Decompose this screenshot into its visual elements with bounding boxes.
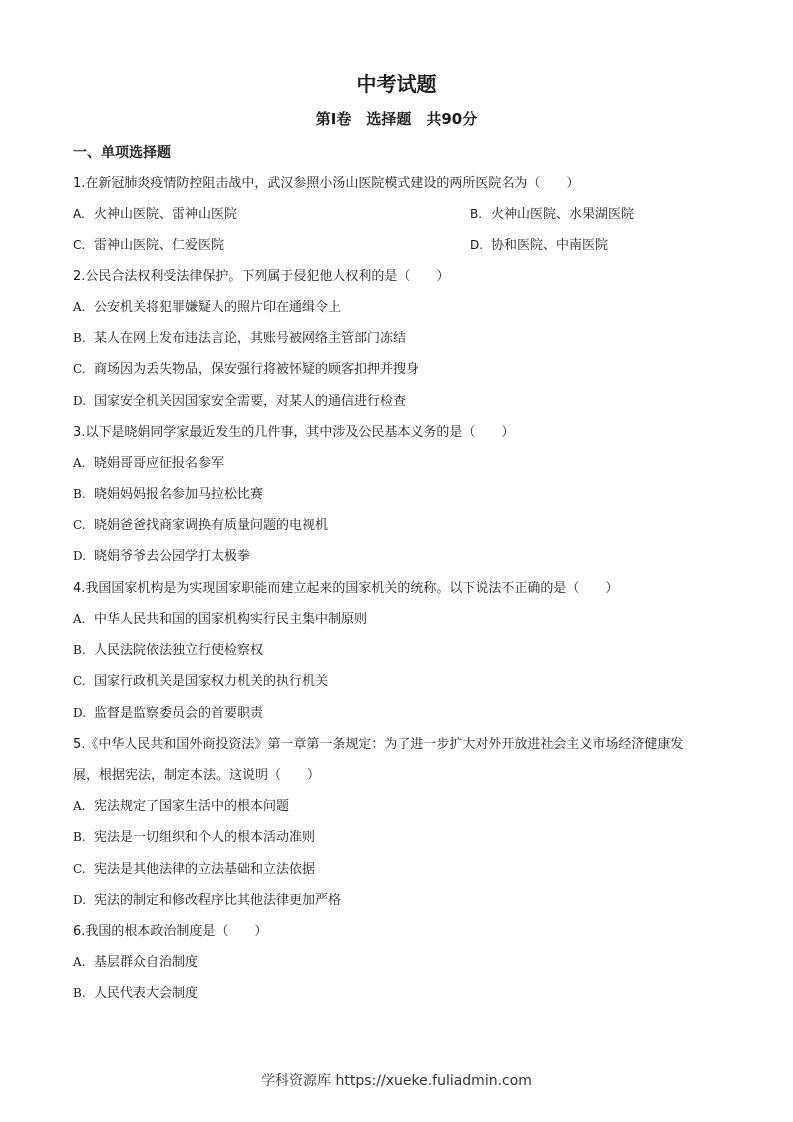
option-a [73,452,723,471]
question-text: 我国国家机构是为实现国家职能而建立起来的国家机关的统称。以下说法不正确的是（ ） [85,581,619,596]
option-a [73,608,723,627]
option-b [470,203,634,222]
option-label: A. [73,207,85,221]
option-a [73,795,723,814]
question-number: 5. [73,737,86,752]
option-text: 宪法是一切组织和个人的根本活动准则 [94,830,316,845]
section-heading: 一、单项选择题 [73,145,171,161]
option-d [470,234,608,253]
option-label: B. [73,986,86,1000]
question-2 [73,265,723,284]
question-text: 展，根据宪法，制定本法。这说明（ ） [73,768,321,783]
option-text: 火神山医院、水果湖医院 [491,207,635,222]
option-text: 中华人民共和国的国家机构实行民主集中制原则 [94,612,368,627]
option-b [73,826,723,845]
option-label: A. [73,955,86,969]
option-label: A. [73,799,86,813]
option-text: 监督是监察委员会的首要职责 [94,706,264,721]
question-3 [73,421,723,440]
option-label: D. [73,706,87,720]
question-5-continuation [73,764,723,783]
option-label: B. [73,331,86,345]
option-label: A. [73,300,86,314]
option-c [73,858,723,877]
page-subtitle: 第Ⅰ卷 选择题 共90分 [315,110,478,128]
option-text: 晓娟爷爷去公园学打太极拳 [94,549,251,564]
question-number: 4. [73,581,86,596]
question-1-options-row-1 [73,203,723,222]
page-footer: 学科资源库 https://xueke.fuliadmin.com [261,1073,532,1089]
option-label: C. [73,238,86,252]
question-4 [73,577,723,596]
question-text: 在新冠肺炎疫情防控阻击战中，武汉参照小汤山医院模式建设的两所医院名为（ ） [85,176,580,191]
option-label: B. [73,487,86,501]
option-text: 晓娟爸爸找商家调换有质量问题的电视机 [94,518,329,533]
page-title: 中考试题 [356,72,437,96]
option-c [73,238,224,253]
option-d [73,390,723,409]
question-number: 1. [73,176,86,191]
option-label: A. [73,456,86,470]
option-text: 火神山医院、雷神山医院 [94,207,238,222]
option-label: D. [73,394,87,408]
question-text: 公民合法权利受法律保护。下列属于侵犯他人权利的是（ ） [85,269,450,284]
option-c [73,514,723,533]
option-label: D. [73,549,87,563]
option-text: 人民代表大会制度 [94,986,199,1001]
option-b [73,483,723,502]
option-a [73,951,723,970]
option-text: 晓娟哥哥应征报名参军 [94,456,225,471]
question-number: 2. [73,269,86,284]
option-text: 商场因为丢失物品，保安强行将被怀疑的顾客扣押并搜身 [94,362,420,377]
question-text: 我国的根本政治制度是（ ） [85,924,268,939]
option-text: 雷神山医院、仁爱医院 [94,238,225,253]
option-label: A. [73,612,86,626]
option-b [73,982,723,1001]
question-1-options-row-2 [73,234,723,253]
question-text: 《中华人民共和国外商投资法》第一章第一条规定：为了进一步扩大对外开放进社会主义市场经济健康发 [85,737,684,752]
option-b [73,327,723,346]
option-c [73,358,723,377]
option-label: B. [470,207,483,221]
option-text: 宪法规定了国家生活中的根本问题 [94,799,290,814]
option-text: 人民法院依法独立行使检察权 [94,643,264,658]
option-text: 某人在网上发布违法言论，其账号被网络主管部门冻结 [94,331,407,346]
option-text: 国家行政机关是国家权力机关的执行机关 [94,674,329,689]
question-number: 3. [73,425,86,440]
option-text: 协和医院、中南医院 [491,238,609,253]
option-d [73,889,723,908]
option-label: D. [470,238,484,252]
option-label: C. [73,518,86,532]
option-c [73,670,723,689]
option-label: C. [73,862,86,876]
option-label: D. [73,893,87,907]
option-a [73,296,723,315]
option-label: C. [73,674,86,688]
question-1 [73,172,723,191]
option-text: 宪法是其他法律的立法基础和立法依据 [94,862,316,877]
option-text: 晓娟妈妈报名参加马拉松比赛 [94,487,264,502]
option-label: C. [73,362,86,376]
option-label: B. [73,830,86,844]
option-label: B. [73,643,86,657]
question-6 [73,920,723,939]
option-text: 国家安全机关因国家安全需要，对某人的通信进行检查 [94,394,407,409]
option-d [73,702,723,721]
option-a [73,207,237,222]
option-text: 基层群众自治制度 [94,955,199,970]
option-text: 公安机关将犯罪嫌疑人的照片印在通缉令上 [94,300,342,315]
option-d [73,545,723,564]
question-5 [73,733,723,752]
question-number: 6. [73,924,86,939]
option-b [73,639,723,658]
question-text: 以下是晓娟同学家最近发生的几件事，其中涉及公民基本义务的是（ ） [85,425,515,440]
option-text: 宪法的制定和修改程序比其他法律更加严格 [94,893,342,908]
